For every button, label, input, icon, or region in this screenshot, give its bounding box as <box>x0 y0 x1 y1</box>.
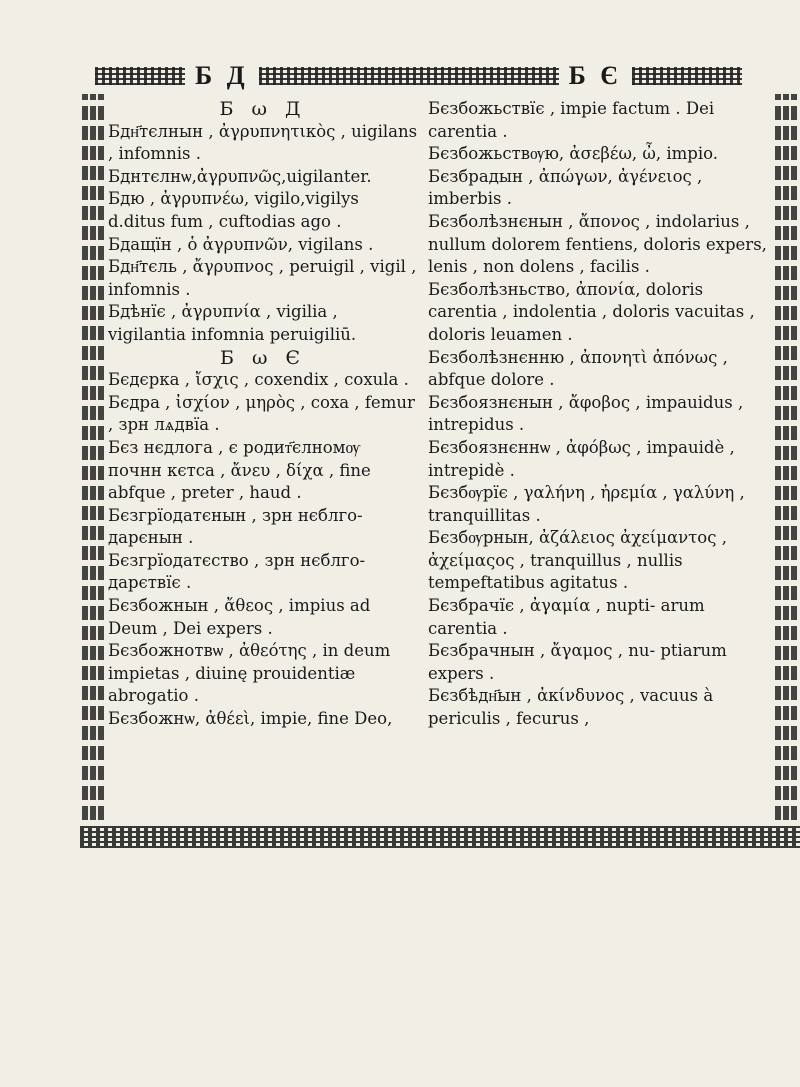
dictionary-entry: Бєзбрадын , ἀπώγων, ἀγένειος , imberbis . <box>428 166 703 209</box>
bottom-ornament-band <box>80 826 800 848</box>
dictionary-entry: Бєзбоязнєннѡ , ἀφόβως , impauidè , intrepidè . <box>428 437 735 480</box>
right-column <box>428 98 768 731</box>
dictionary-entry: Бєзбожьствѹю, ἀσεβέω, ὦ, impio. <box>428 144 719 164</box>
dictionary-entry: Бєзгрїодатєство , зрн нєблго- дарєтвїє . <box>108 550 366 593</box>
dictionary-entry: Бдѣнїє , ἀγρυπνία , vigilia , vigilantia infomnia peruigiliū. <box>108 302 357 344</box>
dictionary-entry: Бєзбожнѡ, ἀθέεὶ, impie, fine Deo, <box>108 709 393 729</box>
dictionary-entry: Бєдєрка , ἴσχις , coxendix , coxula . <box>108 370 409 390</box>
signature-left: Б Д <box>195 61 249 90</box>
dictionary-entry: Бєзбожьствїє , impie factum . Dei carentia . <box>428 99 715 141</box>
dictionary-entry: Бєзбоязнєнын , ἄφοβος , impauidus , intrepidus . <box>428 392 744 435</box>
dictionary-entry: Бєзбѹрїє , γαλήνη , ἠρεμία , γαλύνη , tranquillitas . <box>428 483 745 525</box>
left-ornament-border <box>82 94 104 820</box>
dictionary-entry: Бєзбѹрнын, ἀζάλειος ἀχείμαντος , ἀχείμαςος , tranquillus , nullis tempeftatibus agitatus . <box>428 528 727 593</box>
right-ornament-border <box>775 94 799 820</box>
dictionary-entry: Бдн҃тєлнын , ἀγρυπνητικὸς , uigilans , infomnis . <box>108 121 418 164</box>
dictionary-entry: Бдн҃тєль , ἄγρυπνος , peruigil , vigil , infomnis . <box>108 257 417 299</box>
section-heading: Б ω Є <box>219 346 307 369</box>
top-ornament-band <box>95 62 800 90</box>
ornament-segment <box>95 67 185 85</box>
left-column <box>108 98 418 731</box>
signature-right: Б Є <box>568 61 622 90</box>
dictionary-entry: Бднтєлнѡ,ἀγρυπνῶς,uigilanter. <box>108 166 372 186</box>
dictionary-entry: Бєзбѣдн҃ын , ἀκίνδυνος , vacuus à periculis , fecurus , <box>428 686 714 729</box>
dictionary-entry: Бєдра , ἰσχίον , μηρὸς , coxa , femur , зрн лѧдвїа . <box>108 392 415 435</box>
ornament-segment <box>632 67 742 85</box>
dictionary-entry: Бєзгрїодатєнын , зрн нєблго- дарєнын . <box>108 505 363 548</box>
section-heading: Б ω Д <box>219 98 307 120</box>
dictionary-entry: Бєзбрачнын , ἄγαμος , nu- ptiarum expers . <box>428 641 727 683</box>
dictionary-entry: Бдю , ἀγρυπνέω, vigilo,vigilys d.ditus fum , cuftodias ago . <box>108 189 359 231</box>
dictionary-entry: Бєзболѣзнєнын , ἄπονος , indolarius , nullum dolorem fentiens, doloris expers, lenis , non dolens , facilis . <box>428 211 767 277</box>
dictionary-entry: Бєзбожнын , ἄθεος , impius ad Deum , Dei expers . <box>108 596 371 638</box>
dictionary-entry: Бдащїн , ὁ ἀγρυπνῶν, vigilans . <box>108 234 374 254</box>
dictionary-entry: Бєз нєдлога , є родит҃єлномѹ почнн кєтса , ἄνευ , δίχα , fine abfque , preter , haud . <box>108 437 371 503</box>
dictionary-entry: Бєзболѣзньство, ἀπονία, doloris carentia , indolentia , doloris vacuitas , doloris leuamen . <box>428 279 755 344</box>
dictionary-entry: Бєзбрачїє , ἀγαμία , nupti- arum carentia . <box>428 596 705 638</box>
dictionary-entry: Бєзбожнотвѡ , ἀθεότης , in deum impietas , diuinę prouidentiæ abrogatio . <box>108 641 391 706</box>
ornament-segment <box>259 67 559 85</box>
dictionary-entry: Бєзболѣзнєнню , ἀπονητὶ ἀπόνως , abfque dolore . <box>428 347 728 390</box>
